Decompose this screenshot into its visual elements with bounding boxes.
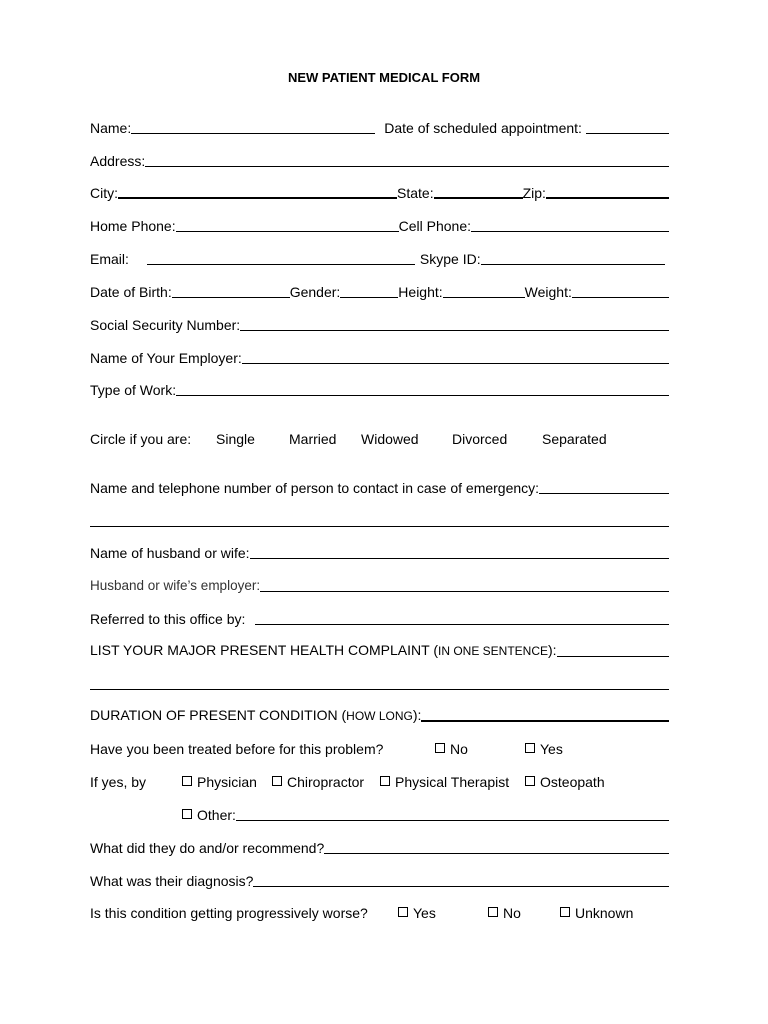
referred-row: [90, 607, 669, 627]
zip-field[interactable]: [546, 182, 669, 199]
marital-option-divorced[interactable]: Divorced: [452, 431, 508, 447]
referred-field[interactable]: [255, 609, 669, 625]
treated-option-no-label: No: [450, 741, 468, 757]
checkbox-icon[interactable]: [398, 907, 408, 917]
weight-field[interactable]: [572, 282, 669, 298]
complaint-label-main: LIST YOUR MAJOR PRESENT HEALTH COMPLAINT (: [90, 642, 438, 658]
worse-label: Is this condition getting progressively worse?: [90, 905, 368, 921]
treated-row: [90, 737, 669, 757]
provider-option-other[interactable]: [182, 807, 236, 823]
complaint-label: [90, 642, 557, 659]
diagnosis-field[interactable]: [253, 871, 669, 887]
diagnosis-label: What was their diagnosis?: [90, 873, 254, 889]
recommend-field[interactable]: [324, 838, 669, 854]
provider-option-physical-therapist-label: Physical Therapist: [395, 774, 510, 790]
emergency-row: [90, 476, 669, 496]
address-field[interactable]: [145, 151, 669, 167]
zip-label: Zip:: [522, 185, 546, 201]
address-label: Address:: [90, 153, 146, 169]
worse-option-yes-label: Yes: [413, 905, 436, 921]
worse-option-unknown-label: Unknown: [575, 905, 634, 921]
checkbox-icon[interactable]: [560, 907, 570, 917]
cell-phone-label: Cell Phone:: [398, 218, 471, 234]
home-phone-field[interactable]: [176, 216, 399, 232]
checkbox-icon[interactable]: [182, 809, 192, 819]
emergency-label: Name and telephone number of person to contact in case of emergency:: [90, 480, 540, 496]
spouse-field[interactable]: [250, 543, 669, 559]
marital-option-married[interactable]: Married: [289, 431, 337, 447]
worse-option-yes[interactable]: [398, 905, 488, 921]
worse-option-no-label: No: [503, 905, 521, 921]
provider-option-osteopath[interactable]: [525, 774, 605, 790]
ssn-row: [90, 313, 669, 333]
worse-option-no[interactable]: [488, 905, 560, 921]
spouse-row: [90, 541, 669, 561]
appointment-label: Date of scheduled appointment:: [384, 120, 582, 136]
complaint-label-small: IN ONE SENTENCE: [438, 644, 549, 658]
complaint-field[interactable]: [557, 641, 669, 657]
duration-label-end: ):: [412, 707, 422, 723]
name-row: [90, 116, 669, 136]
marital-option-single[interactable]: Single: [216, 431, 255, 447]
dob-label: Date of Birth:: [90, 284, 172, 300]
treated-option-yes-label: Yes: [540, 741, 563, 757]
cell-phone-field[interactable]: [471, 216, 669, 232]
provider-option-physician[interactable]: [182, 774, 272, 790]
address-row: [90, 149, 669, 169]
spouse-label: Name of husband or wife:: [90, 545, 250, 561]
duration-field[interactable]: [421, 705, 669, 722]
marital-label: Circle if you are:: [90, 431, 192, 447]
recommend-label: What did they do and/or recommend?: [90, 840, 325, 856]
form-title: NEW PATIENT MEDICAL FORM: [287, 70, 481, 85]
recommend-row: [90, 836, 669, 856]
provider-option-chiropractor[interactable]: [272, 774, 380, 790]
duration-label-small: HOW LONG: [346, 709, 413, 723]
spouse-employer-row: [90, 574, 669, 594]
work-row: [90, 378, 669, 398]
city-field[interactable]: [118, 182, 397, 199]
duration-label-main: DURATION OF PRESENT CONDITION (: [90, 707, 347, 723]
complaint-field-line-2[interactable]: [90, 689, 669, 690]
skype-field[interactable]: [481, 249, 665, 265]
checkbox-icon[interactable]: [435, 743, 445, 753]
ssn-label: Social Security Number:: [90, 317, 241, 333]
ssn-field[interactable]: [240, 315, 669, 331]
spouse-employer-label: Husband or wife’s employer:: [90, 578, 261, 593]
diagnosis-row: [90, 869, 669, 889]
provider-option-osteopath-label: Osteopath: [540, 774, 605, 790]
checkbox-icon[interactable]: [488, 907, 498, 917]
state-field[interactable]: [434, 182, 523, 199]
marital-row: [90, 427, 669, 447]
complaint-row: [90, 639, 669, 659]
employer-field[interactable]: [242, 348, 669, 364]
height-label: Height:: [398, 284, 443, 300]
work-label: Type of Work:: [90, 382, 177, 398]
email-row: [90, 247, 665, 267]
name-field[interactable]: [131, 118, 375, 134]
provider-option-other-label: Other:: [197, 807, 236, 823]
home-phone-label: Home Phone:: [90, 218, 176, 234]
emergency-field[interactable]: [539, 478, 669, 494]
duration-row: [90, 704, 669, 724]
referred-label: Referred to this office by:: [90, 611, 246, 627]
other-row: [182, 803, 669, 823]
complaint-label-end: ):: [548, 642, 557, 658]
work-field[interactable]: [176, 380, 669, 396]
phone-row: [90, 214, 669, 234]
treated-label: Have you been treated before for this problem?: [90, 741, 384, 757]
dob-field[interactable]: [172, 282, 290, 298]
height-field[interactable]: [443, 282, 525, 298]
appointment-field[interactable]: [586, 118, 669, 134]
emergency-field-line-2[interactable]: [90, 526, 669, 527]
treated-option-no[interactable]: [435, 741, 525, 757]
checkbox-icon[interactable]: [525, 776, 535, 786]
skype-label: Skype ID:: [419, 251, 481, 267]
dob-row: [90, 280, 669, 300]
email-label: Email:: [90, 251, 129, 267]
employer-row: [90, 346, 669, 366]
email-field[interactable]: [147, 249, 415, 265]
city-row: [90, 181, 669, 201]
gender-label: Gender:: [289, 284, 341, 300]
duration-label: [90, 707, 421, 724]
marital-option-separated[interactable]: Separated: [542, 431, 607, 447]
provider-option-chiropractor-label: Chiropractor: [287, 774, 365, 790]
ifyes-row: [90, 770, 669, 790]
city-label: City:: [90, 185, 118, 201]
treated-option-yes[interactable]: [525, 741, 563, 757]
provider-option-physician-label: Physician: [197, 774, 257, 790]
checkbox-icon[interactable]: [272, 776, 282, 786]
ifyes-label: If yes, by: [90, 774, 147, 790]
state-label: State:: [397, 185, 434, 201]
marital-option-widowed[interactable]: Widowed: [361, 431, 419, 447]
gender-field[interactable]: [340, 282, 398, 298]
checkbox-icon[interactable]: [525, 743, 535, 753]
other-field[interactable]: [236, 805, 669, 821]
spouse-employer-field[interactable]: [260, 576, 669, 592]
worse-row: [90, 901, 669, 921]
checkbox-icon[interactable]: [380, 776, 390, 786]
name-label: Name:: [90, 120, 132, 136]
employer-label: Name of Your Employer:: [90, 350, 242, 366]
checkbox-icon[interactable]: [182, 776, 192, 786]
provider-option-physical-therapist[interactable]: [380, 774, 525, 790]
worse-option-unknown[interactable]: [560, 905, 633, 921]
weight-label: Weight:: [524, 284, 572, 300]
